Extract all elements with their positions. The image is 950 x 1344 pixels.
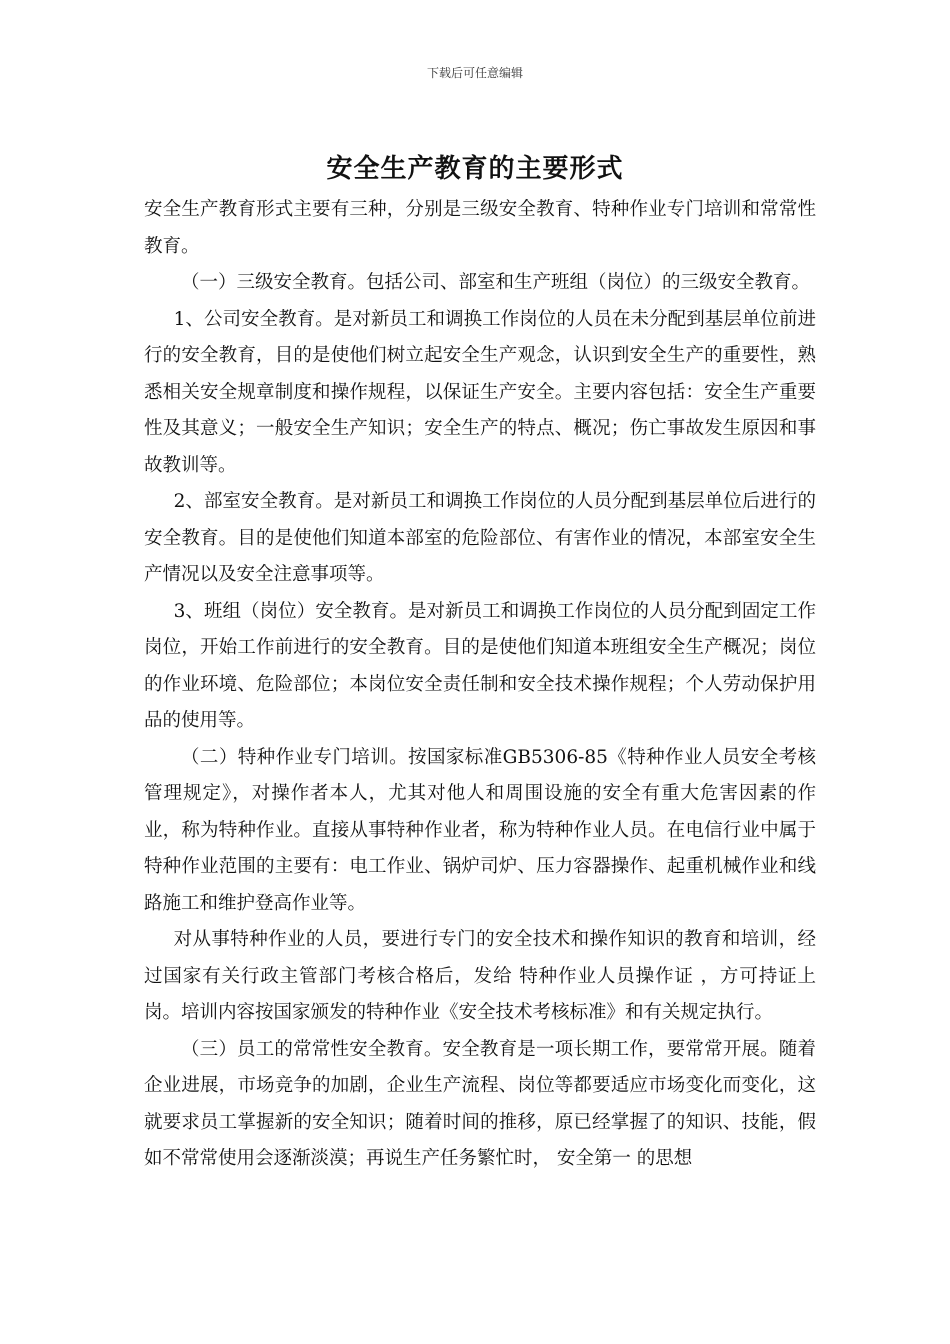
paragraph-company-education: 1、公司安全教育。是对新员工和调换工作岗位的人员在未分配到基层单位前进行的安全教育，目的是使他们树立起安全生产观念，认识到安全生产的重要性，熟悉相关安全规章制度和操作规程，以保证生产安全。主要内容包括：安全生产重要性及其意义；一般安全生产知识；安全生产的特点、概况；伤亡事故发生原因和事故教训等。 (144, 308, 816, 476)
paragraph-team-education: 3、班组（岗位）安全教育。是对新员工和调换工作岗位的人员分配到固定工作岗位，开始工作前进行的安全教育。目的是使他们知道本班组安全生产概况；岗位的作业环境、危险部位；本岗位安全责任制和安全技术操作规程；个人劳动保护用品的使用等。 (144, 600, 816, 731)
paragraph-intro: 安全生产教育形式主要有三种，分别是三级安全教育、特种作业专门培训和常常性教育。 (144, 199, 816, 257)
paragraph-section-2: （二）特种作业专门培训。按国家标准GB5306-85《特种作业人员安全考核管理规定》，对操作者本人，尤其对他人和周围设施的安全有重大危害因素的作业，称为特种作业。直接从事特种作业者，称为特种作业人员。在电信行业中属于特种作业范围的主要有：电工作业、锅炉司炉、压力容器操作、起重机械作业和线路施工和维护登高作业等。 (144, 746, 816, 914)
paragraph-department-education: 2、部室安全教育。是对新员工和调换工作岗位的人员分配到基层单位后进行的安全教育。目的是使他们知道本部室的危险部位、有害作业的情况，本部室安全生产情况以及安全注意事项等。 (144, 491, 816, 585)
paragraph-section-3: （三）员工的常常性安全教育。安全教育是一项长期工作，要常常开展。随着企业进展，市场竞争的加剧，企业生产流程、岗位等都要适应市场变化而变化，这就要求员工掌握新的安全知识；随着时间的推移，原已经掌握了的知识、技能，假如不常常使用会逐渐淡漠；再说生产任务繁忙时， 安全第一 的思想 (144, 1038, 816, 1169)
paragraph-section-1: （一）三级安全教育。包括公司、部室和生产班组（岗位）的三级安全教育。 (181, 272, 811, 293)
page-title: 安全生产教育的主要形式 (326, 154, 624, 184)
document-body (144, 192, 816, 1178)
header-note: 下载后可任意编辑 (426, 66, 523, 80)
paragraph-special-training: 对从事特种作业的人员，要进行专门的安全技术和操作知识的教育和培训，经过国家有关行政主管部门考核合格后，发给 特种作业人员操作证 ，方可持证上岗。培训内容按国家颁发的特种作业《安全技术考核标准》和有关规定执行。 (144, 929, 816, 1023)
